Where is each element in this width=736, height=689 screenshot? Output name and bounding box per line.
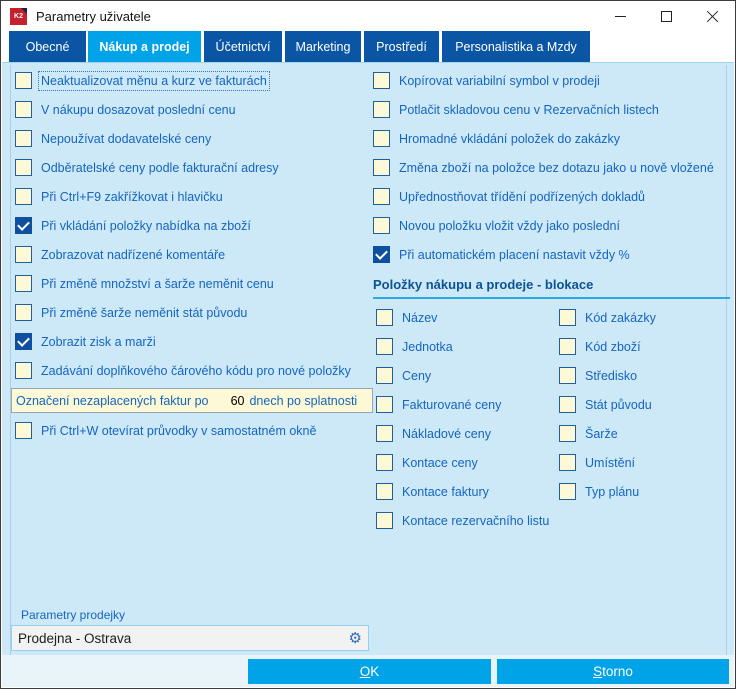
- checkbox[interactable]: [373, 217, 390, 234]
- maximize-button[interactable]: [643, 1, 689, 31]
- check-icon: [17, 334, 30, 347]
- checkbox-label: Kopírovat variabilní symbol v prodeji: [399, 73, 600, 88]
- checkbox[interactable]: [15, 333, 32, 350]
- checkbox-label: Stát původu: [585, 397, 652, 412]
- checkbox-row[interactable]: [15, 327, 371, 356]
- checkbox-row[interactable]: [15, 298, 371, 327]
- checkbox-label: Odběratelské ceny podle fakturační adresy: [41, 160, 279, 175]
- left-checkbox-column: [15, 66, 371, 445]
- checkbox-row[interactable]: [373, 153, 730, 182]
- checkbox-label: Při změně množství a šarže neměnit cenu: [41, 276, 274, 291]
- checkbox-row[interactable]: [373, 124, 730, 153]
- checkbox[interactable]: [15, 246, 32, 263]
- k2-app-icon: [10, 8, 27, 25]
- checkbox[interactable]: [15, 422, 32, 439]
- checkbox-row[interactable]: [15, 356, 371, 385]
- blokace-grid-empty-cell: [559, 506, 733, 535]
- checkbox-row[interactable]: [373, 240, 730, 269]
- checkbox-label: Zobrazit zisk a marži: [41, 334, 156, 349]
- checkbox-row[interactable]: [559, 419, 733, 448]
- k2-logo-text: K2: [14, 12, 23, 20]
- checkbox-label: Název: [402, 310, 438, 325]
- checkbox[interactable]: [376, 454, 393, 471]
- checkbox[interactable]: [15, 188, 32, 205]
- checkbox-label: Kontace faktury: [402, 484, 489, 499]
- checkbox[interactable]: [373, 130, 390, 147]
- checkbox-row[interactable]: [559, 361, 733, 390]
- checkbox[interactable]: [15, 72, 32, 89]
- checkbox-row[interactable]: [376, 303, 559, 332]
- checkbox-row[interactable]: [376, 332, 559, 361]
- storno-button-accesskey: S: [593, 664, 603, 679]
- checkbox-row[interactable]: [15, 240, 371, 269]
- checkbox-label: Umístění: [585, 455, 636, 470]
- check-icon: [17, 218, 30, 231]
- checkbox[interactable]: [373, 188, 390, 205]
- close-button[interactable]: [689, 1, 735, 31]
- checkbox[interactable]: [373, 101, 390, 118]
- blokace-grid: [373, 303, 730, 535]
- ok-button-rest: K: [370, 664, 380, 679]
- checkbox-label: Nákladové ceny: [402, 426, 491, 441]
- checkbox[interactable]: [559, 338, 576, 355]
- checkbox-label: Při Ctrl+F9 zakřížkovat i hlavičku: [41, 189, 223, 204]
- checkbox-label: Šarže: [585, 426, 618, 441]
- checkbox-label: V nákupu dosazovat poslední cenu: [41, 102, 236, 117]
- checkbox[interactable]: [376, 425, 393, 442]
- checkbox-row[interactable]: [373, 66, 730, 95]
- maximize-icon: [661, 11, 672, 22]
- checkbox-label: Neaktualizovat měnu a kurz ve fakturách: [41, 73, 267, 88]
- checkbox[interactable]: [559, 483, 576, 500]
- sale-params-select[interactable]: [11, 625, 369, 651]
- title-bar: [1, 1, 735, 31]
- tab-content-panel: [2, 62, 734, 657]
- checkbox-row[interactable]: [559, 390, 733, 419]
- tab-personalistika[interactable]: Personalistika a Mzdy: [442, 31, 590, 62]
- checkbox[interactable]: [15, 130, 32, 147]
- checkbox-label: Upřednostňovat třídění podřízených dokladů: [399, 189, 645, 204]
- checkbox-label: Novou položku vložit vždy jako poslední: [399, 218, 620, 233]
- tab-marketing[interactable]: Marketing: [285, 31, 361, 62]
- checkbox-label: Typ plánu: [585, 484, 640, 499]
- checkbox-label: Při Ctrl+W otevírat průvodky v samostatném okně: [41, 423, 317, 438]
- tab-prostredi[interactable]: Prostředí: [364, 31, 439, 62]
- checkbox-row[interactable]: [559, 448, 733, 477]
- checkbox-row[interactable]: [376, 419, 559, 448]
- storno-button-rest: torno: [602, 664, 633, 679]
- tab-obecne[interactable]: Obecné: [9, 31, 86, 62]
- checkbox-row[interactable]: [373, 182, 730, 211]
- storno-button[interactable]: [497, 659, 729, 684]
- overdue-suffix-label: dnech po splatnosti: [249, 393, 358, 408]
- checkbox[interactable]: [373, 159, 390, 176]
- checkbox[interactable]: [373, 72, 390, 89]
- minimize-icon: [615, 16, 626, 17]
- checkbox-label: Změna zboží na položce bez dotazu jako u nově vložené: [399, 160, 714, 175]
- checkbox-label: Zadávání doplňkového čárového kódu pro nové položky: [41, 363, 351, 378]
- footer-bar: [2, 655, 734, 687]
- checkbox-row[interactable]: [559, 303, 733, 332]
- checkbox-label: Hromadné vkládání položek do zakázky: [399, 131, 620, 146]
- checkbox-row[interactable]: [15, 124, 371, 153]
- checkbox-row[interactable]: [376, 361, 559, 390]
- checkbox[interactable]: [15, 275, 32, 292]
- sale-params-value: Prodejna - Ostrava: [18, 630, 132, 646]
- checkbox-row[interactable]: [15, 211, 371, 240]
- checkbox-label: Při změně šarže neměnit stát původu: [41, 305, 248, 320]
- checkbox-label: Kontace rezervačního listu: [402, 513, 550, 528]
- checkbox-label: Nepoužívat dodavatelské ceny: [41, 131, 212, 146]
- checkbox-row[interactable]: [559, 477, 733, 506]
- checkbox-label: Jednotka: [402, 339, 453, 354]
- checkbox[interactable]: [376, 309, 393, 326]
- checkbox[interactable]: [376, 483, 393, 500]
- ok-button-accesskey: O: [359, 664, 371, 679]
- checkbox-row[interactable]: [373, 95, 730, 124]
- checkbox[interactable]: [373, 246, 390, 263]
- checkbox-row[interactable]: [376, 448, 559, 477]
- checkbox[interactable]: [15, 304, 32, 321]
- checkbox-label: Kód zboží: [585, 339, 641, 354]
- ok-button[interactable]: [248, 659, 491, 684]
- checkbox[interactable]: [559, 367, 576, 384]
- right-checkbox-column: [373, 66, 730, 535]
- checkbox-label: Kontace ceny: [402, 455, 478, 470]
- check-icon: [375, 247, 388, 260]
- minimize-button[interactable]: [597, 1, 643, 31]
- checkbox-label: Kód zakázky: [585, 310, 656, 325]
- window-title: Parametry uživatele: [36, 8, 151, 24]
- overdue-days-input[interactable]: 60: [230, 393, 245, 408]
- overdue-invoices-field[interactable]: [11, 388, 373, 413]
- checkbox-row[interactable]: [376, 506, 559, 535]
- tab-ucetnictvi[interactable]: Účetnictví: [204, 31, 282, 62]
- checkbox[interactable]: [376, 512, 393, 529]
- checkbox[interactable]: [15, 159, 32, 176]
- checkbox-label: Potlačit skladovou cenu v Rezervačních listech: [399, 102, 659, 117]
- checkbox[interactable]: [376, 367, 393, 384]
- checkbox-row[interactable]: [559, 332, 733, 361]
- gear-icon[interactable]: ⚙: [348, 629, 362, 647]
- overdue-prefix-label: Označení nezaplacených faktur po: [16, 393, 209, 408]
- checkbox-row[interactable]: [15, 416, 371, 445]
- checkbox[interactable]: [376, 338, 393, 355]
- checkbox[interactable]: [559, 396, 576, 413]
- checkbox-row[interactable]: [15, 66, 371, 95]
- checkbox-label: Ceny: [402, 368, 432, 383]
- checkbox-label: Při automatickém placení nastavit vždy %: [399, 247, 630, 262]
- checkbox-row[interactable]: [376, 390, 559, 419]
- checkbox[interactable]: [559, 454, 576, 471]
- checkbox-label: Při vkládání položky nabídka na zboží: [41, 218, 251, 233]
- caption-buttons: [597, 1, 735, 31]
- checkbox-label: Zobrazovat nadřízené komentáře: [41, 247, 226, 262]
- checkbox-row[interactable]: [15, 95, 371, 124]
- checkbox-row[interactable]: [373, 211, 730, 240]
- checkbox-row[interactable]: [15, 269, 371, 298]
- close-icon: [706, 10, 719, 23]
- tab-bar: [1, 31, 735, 62]
- checkbox-label: Fakturované ceny: [402, 397, 502, 412]
- checkbox[interactable]: [559, 425, 576, 442]
- blokace-section-title: Položky nákupu a prodeje - blokace: [373, 277, 730, 299]
- checkbox[interactable]: [559, 309, 576, 326]
- checkbox-row[interactable]: [376, 477, 559, 506]
- checkbox-row[interactable]: [15, 182, 371, 211]
- checkbox-row[interactable]: [15, 153, 371, 182]
- checkbox[interactable]: [15, 217, 32, 234]
- checkbox[interactable]: [15, 362, 32, 379]
- checkbox-label: Středisko: [585, 368, 638, 383]
- checkbox[interactable]: [376, 396, 393, 413]
- sale-params-label: Parametry prodejky: [21, 608, 126, 622]
- checkbox[interactable]: [15, 101, 32, 118]
- tab-nakup-a-prodej[interactable]: Nákup a prodej: [88, 31, 201, 62]
